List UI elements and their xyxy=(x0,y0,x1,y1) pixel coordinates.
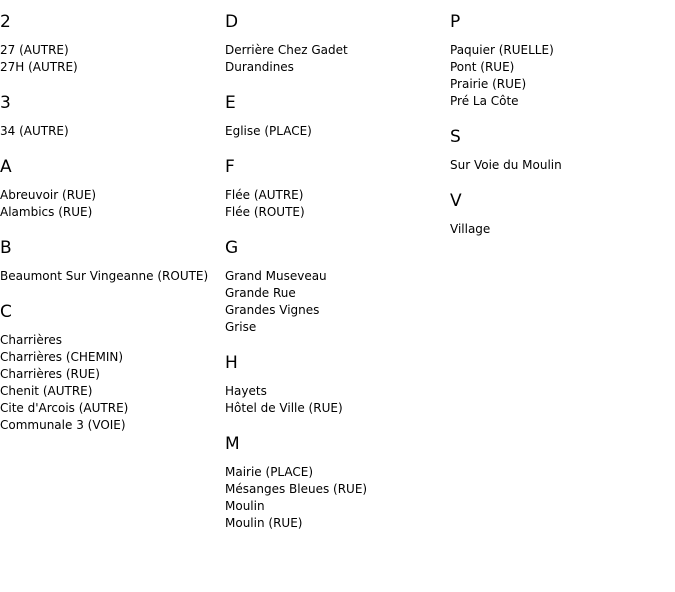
letter-heading: 3 xyxy=(0,93,11,113)
street-list xyxy=(225,123,450,140)
list-item xyxy=(450,157,675,174)
street-list xyxy=(450,42,675,110)
letter-heading: 2 xyxy=(0,12,11,32)
index-column xyxy=(0,11,225,450)
letter-heading: B xyxy=(0,238,12,258)
street-link[interactable]: Charrières (CHEMIN) xyxy=(0,350,124,364)
street-link[interactable]: Charrières xyxy=(0,333,63,347)
street-link[interactable]: Eglise (PLACE) xyxy=(225,124,312,138)
street-link[interactable]: Grand Museveau xyxy=(225,269,327,283)
letter-group xyxy=(0,237,225,285)
list-item xyxy=(450,93,675,110)
street-link[interactable]: Pré La Côte xyxy=(450,94,519,108)
letter-group xyxy=(225,156,450,221)
letter-heading: M xyxy=(225,434,240,454)
street-link[interactable]: Communale 3 (VOIE) xyxy=(0,418,126,432)
street-link[interactable]: Village xyxy=(450,222,491,236)
street-list xyxy=(225,187,450,221)
list-item xyxy=(225,464,450,481)
list-item xyxy=(225,59,450,76)
letter-heading: H xyxy=(225,353,238,373)
street-list xyxy=(225,383,450,417)
list-item xyxy=(450,76,675,93)
street-link[interactable]: Derrière Chez Gadet xyxy=(225,43,348,57)
list-item xyxy=(0,349,225,366)
street-link[interactable]: Grandes Vignes xyxy=(225,303,320,317)
list-item xyxy=(0,332,225,349)
letter-heading: F xyxy=(225,157,235,177)
letter-group xyxy=(225,92,450,140)
letter-heading: C xyxy=(0,302,12,322)
street-link[interactable]: Pont (RUE) xyxy=(450,60,515,74)
list-item xyxy=(225,42,450,59)
letter-group xyxy=(225,352,450,417)
list-item xyxy=(0,383,225,400)
list-item xyxy=(225,319,450,336)
letter-group xyxy=(450,126,675,174)
letter-group xyxy=(225,237,450,336)
street-link[interactable]: 34 (AUTRE) xyxy=(0,124,69,138)
street-list xyxy=(0,268,225,285)
street-link[interactable]: 27H (AUTRE) xyxy=(0,60,78,74)
letter-heading: E xyxy=(225,93,236,113)
list-item xyxy=(225,498,450,515)
street-list xyxy=(225,268,450,336)
list-item xyxy=(225,204,450,221)
street-list xyxy=(0,332,225,434)
list-item xyxy=(225,481,450,498)
index-column xyxy=(450,11,675,254)
letter-heading: A xyxy=(0,157,12,177)
street-link[interactable]: Flée (AUTRE) xyxy=(225,188,304,202)
street-link[interactable]: Moulin (RUE) xyxy=(225,516,303,530)
letter-heading: D xyxy=(225,12,239,32)
street-link[interactable]: Sur Voie du Moulin xyxy=(450,158,562,172)
list-item xyxy=(0,204,225,221)
street-link[interactable]: Paquier (RUELLE) xyxy=(450,43,554,57)
street-list xyxy=(225,42,450,76)
street-link[interactable]: Durandines xyxy=(225,60,294,74)
list-item xyxy=(225,383,450,400)
list-item xyxy=(225,302,450,319)
list-item xyxy=(0,123,225,140)
letter-group xyxy=(450,11,675,110)
letter-heading: V xyxy=(450,191,462,211)
list-item xyxy=(225,187,450,204)
list-item xyxy=(0,366,225,383)
list-item xyxy=(0,417,225,434)
street-link[interactable]: Chenit (AUTRE) xyxy=(0,384,93,398)
list-item xyxy=(450,42,675,59)
street-link[interactable]: Hôtel de Ville (RUE) xyxy=(225,401,343,415)
letter-group xyxy=(0,92,225,140)
letter-group xyxy=(0,11,225,76)
letter-heading: S xyxy=(450,127,461,147)
street-link[interactable]: Cite d'Arcois (AUTRE) xyxy=(0,401,129,415)
letter-heading: P xyxy=(450,12,461,32)
list-item xyxy=(0,187,225,204)
street-link[interactable]: Mésanges Bleues (RUE) xyxy=(225,482,368,496)
list-item xyxy=(450,59,675,76)
street-link[interactable]: Grise xyxy=(225,320,257,334)
list-item xyxy=(450,221,675,238)
list-item xyxy=(0,42,225,59)
street-list xyxy=(0,187,225,221)
street-link[interactable]: Moulin xyxy=(225,499,265,513)
street-link[interactable]: Charrières (RUE) xyxy=(0,367,100,381)
street-link[interactable]: Prairie (RUE) xyxy=(450,77,527,91)
street-link[interactable]: Flée (ROUTE) xyxy=(225,205,305,219)
list-item xyxy=(225,515,450,532)
street-list xyxy=(225,464,450,532)
list-item xyxy=(0,268,225,285)
street-list xyxy=(0,123,225,140)
letter-group xyxy=(225,433,450,532)
list-item xyxy=(225,285,450,302)
street-link[interactable]: Beaumont Sur Vingeanne (ROUTE) xyxy=(0,269,209,283)
street-link[interactable]: Hayets xyxy=(225,384,267,398)
street-link[interactable]: Grande Rue xyxy=(225,286,296,300)
street-link[interactable]: Alambics (RUE) xyxy=(0,205,93,219)
list-item xyxy=(0,400,225,417)
letter-group xyxy=(225,11,450,76)
letter-group xyxy=(0,301,225,434)
list-item xyxy=(225,400,450,417)
street-link[interactable]: 27 (AUTRE) xyxy=(0,43,69,57)
street-link[interactable]: Abreuvoir (RUE) xyxy=(0,188,97,202)
street-list xyxy=(450,157,675,174)
letter-heading: G xyxy=(225,238,239,258)
letter-group xyxy=(450,190,675,238)
street-list xyxy=(0,42,225,76)
list-item xyxy=(225,123,450,140)
list-item xyxy=(0,59,225,76)
letter-group xyxy=(0,156,225,221)
street-list xyxy=(450,221,675,238)
list-item xyxy=(225,268,450,285)
street-link[interactable]: Mairie (PLACE) xyxy=(225,465,314,479)
index-column xyxy=(225,11,450,548)
